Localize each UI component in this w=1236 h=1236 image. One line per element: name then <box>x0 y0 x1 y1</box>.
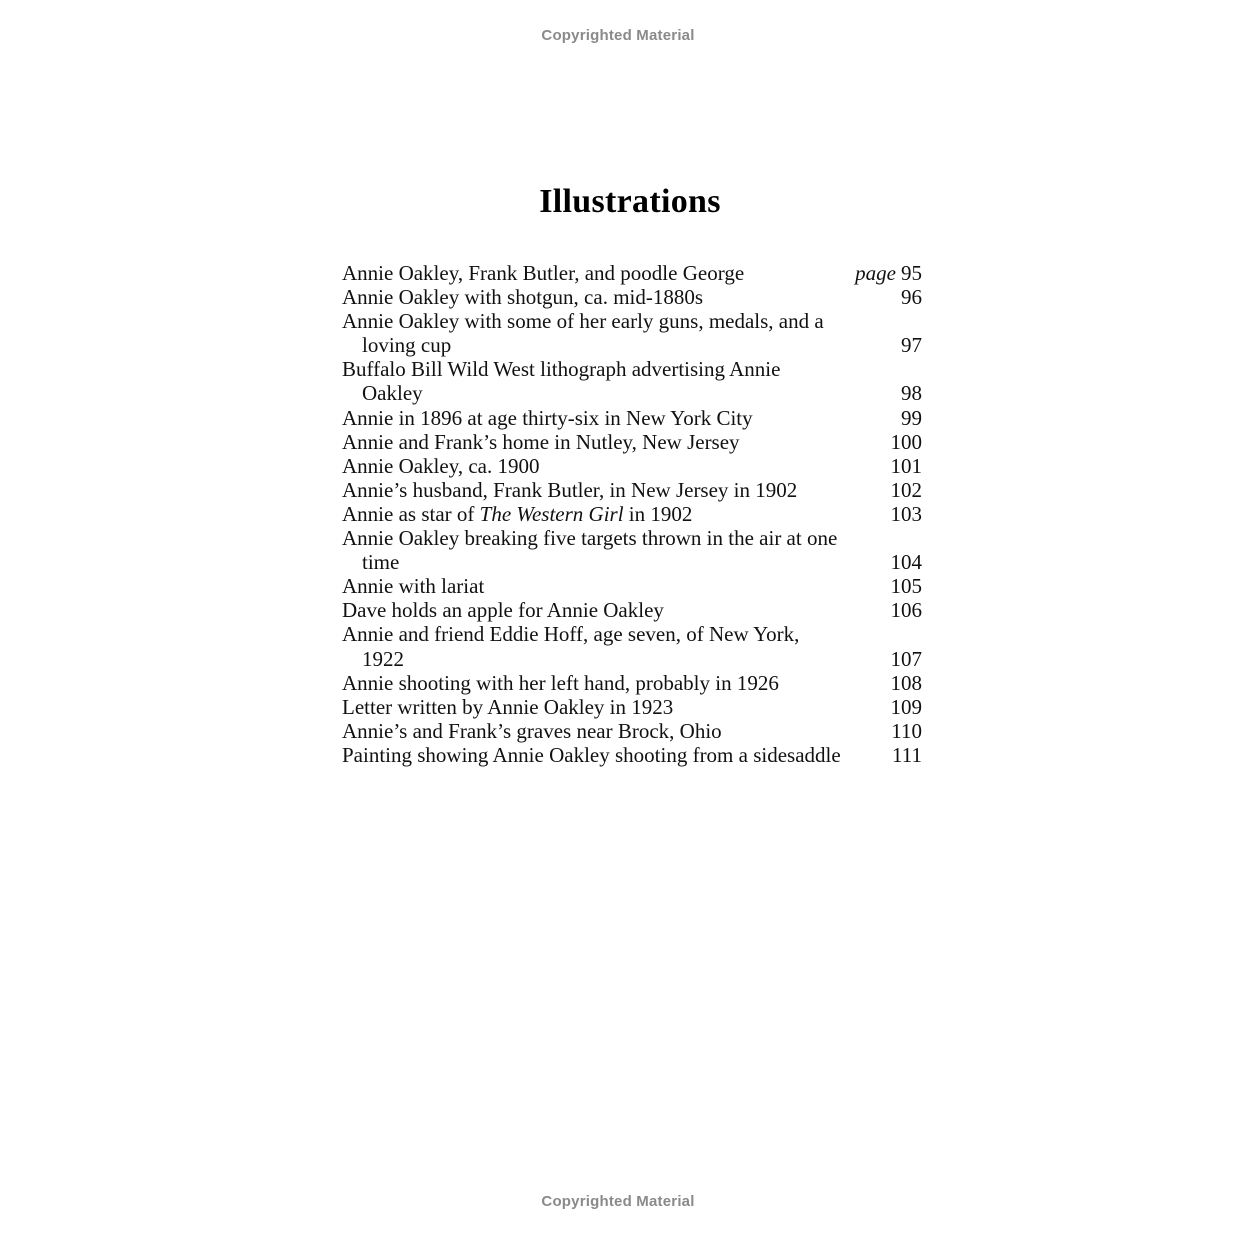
caption-text: Annie Oakley breaking five targets thrown in the air at one time <box>342 526 838 575</box>
illustration-entry <box>342 309 922 357</box>
page-number <box>901 285 922 309</box>
illustration-entry <box>342 695 922 719</box>
page-number-value: 106 <box>890 598 922 623</box>
caption-text: Annie Oakley, ca. 1900 <box>342 453 540 478</box>
illustration-caption <box>342 285 842 309</box>
illustration-caption <box>342 261 842 285</box>
illustration-caption <box>342 406 842 430</box>
caption-text: Dave holds an apple for Annie Oakley <box>342 598 664 623</box>
illustration-entry <box>342 574 922 598</box>
page-number <box>891 598 923 622</box>
illustration-caption <box>342 598 842 622</box>
illustration-caption <box>342 622 842 670</box>
page-number <box>892 743 922 767</box>
page-number <box>891 550 923 574</box>
illustration-caption <box>342 430 842 454</box>
page-label: page <box>855 261 896 285</box>
caption-text: Annie Oakley, Frank Butler, and poodle George <box>342 261 745 285</box>
illustration-entry <box>342 454 922 478</box>
page-number <box>891 695 923 719</box>
page-number-value: 95 <box>901 261 922 285</box>
illustration-entry <box>342 285 922 309</box>
illustration-caption <box>342 454 842 478</box>
page-number-value: 107 <box>890 646 922 671</box>
page-number <box>891 647 923 671</box>
illustration-entry <box>342 526 922 574</box>
illustration-entry <box>342 261 922 285</box>
page-number <box>891 502 923 526</box>
caption-text: Annie’s and Frank’s graves near Brock, Ohio <box>342 718 722 743</box>
caption-text: Annie and Frank’s home in Nutley, New Jersey <box>342 429 740 454</box>
illustrations-list <box>342 261 922 767</box>
copyright-watermark-bottom: Copyrighted Material <box>541 1193 695 1210</box>
page-number-value: 104 <box>890 550 922 575</box>
caption-text: Painting showing Annie Oakley shooting from a sidesaddle <box>342 742 841 767</box>
illustration-caption <box>342 309 842 357</box>
page-number <box>855 261 922 285</box>
illustration-entry <box>342 622 922 670</box>
illustration-entry <box>342 478 922 502</box>
caption-text: Buffalo Bill Wild West lithograph advertising Annie Oakley <box>342 357 781 406</box>
page-number-value: 108 <box>890 670 922 695</box>
illustration-caption <box>342 574 842 598</box>
page-number-value: 110 <box>891 718 922 743</box>
page-number <box>891 478 923 502</box>
illustration-entry <box>342 598 922 622</box>
illustration-entry <box>342 743 922 767</box>
illustration-caption <box>342 502 842 526</box>
illustration-entry <box>342 406 922 430</box>
page-number-value: 98 <box>901 381 922 406</box>
page-number <box>901 406 922 430</box>
caption-text: Annie with lariat <box>342 574 485 599</box>
illustration-entry <box>342 502 922 526</box>
illustration-caption <box>342 478 842 502</box>
page-number <box>901 333 922 357</box>
page-number-value: 109 <box>890 694 922 719</box>
illustration-caption <box>342 695 842 719</box>
illustration-entry <box>342 719 922 743</box>
page-number <box>891 454 923 478</box>
page-number-value: 105 <box>890 574 922 599</box>
caption-text: Annie Oakley with shotgun, ca. mid-1880s <box>342 285 704 310</box>
illustration-caption <box>342 719 842 743</box>
caption-text: in 1902 <box>623 501 693 526</box>
caption-text: Annie’s husband, Frank Butler, in New Jersey in 1902 <box>342 477 798 502</box>
illustration-caption <box>342 357 842 405</box>
page-number <box>891 719 922 743</box>
illustration-caption <box>342 671 842 695</box>
page-number-value: 100 <box>890 429 922 454</box>
page-title: Illustrations <box>539 182 721 220</box>
illustration-entry <box>342 357 922 405</box>
caption-text: Annie in 1896 at age thirty-six in New York City <box>342 405 753 430</box>
caption-text: Letter written by Annie Oakley in 1923 <box>342 694 674 719</box>
caption-text: Annie Oakley with some of her early guns, medals, and a loving cup <box>342 309 824 358</box>
page-number-value: 99 <box>901 405 922 430</box>
caption-text: Annie shooting with her left hand, probably in 1926 <box>342 670 779 695</box>
illustration-entry <box>342 671 922 695</box>
page-number <box>891 574 923 598</box>
page-number-value: 96 <box>901 285 922 310</box>
copyright-watermark-top: Copyrighted Material <box>541 27 695 44</box>
illustration-caption <box>342 526 842 574</box>
caption-text: Annie as star of <box>342 501 480 526</box>
illustration-caption <box>342 743 842 767</box>
page-number-value: 111 <box>892 742 922 767</box>
page-number <box>891 430 923 454</box>
page-number-value: 103 <box>890 501 922 526</box>
caption-italic-title: The Western Girl <box>479 501 624 526</box>
page-number <box>901 381 922 405</box>
page-number-value: 97 <box>901 333 922 358</box>
page-number-value: 101 <box>890 453 922 478</box>
page-number <box>891 671 923 695</box>
illustration-entry <box>342 430 922 454</box>
page-number-value: 102 <box>890 477 922 502</box>
caption-text: Annie and friend Eddie Hoff, age seven, of New York, 1922 <box>342 622 800 671</box>
